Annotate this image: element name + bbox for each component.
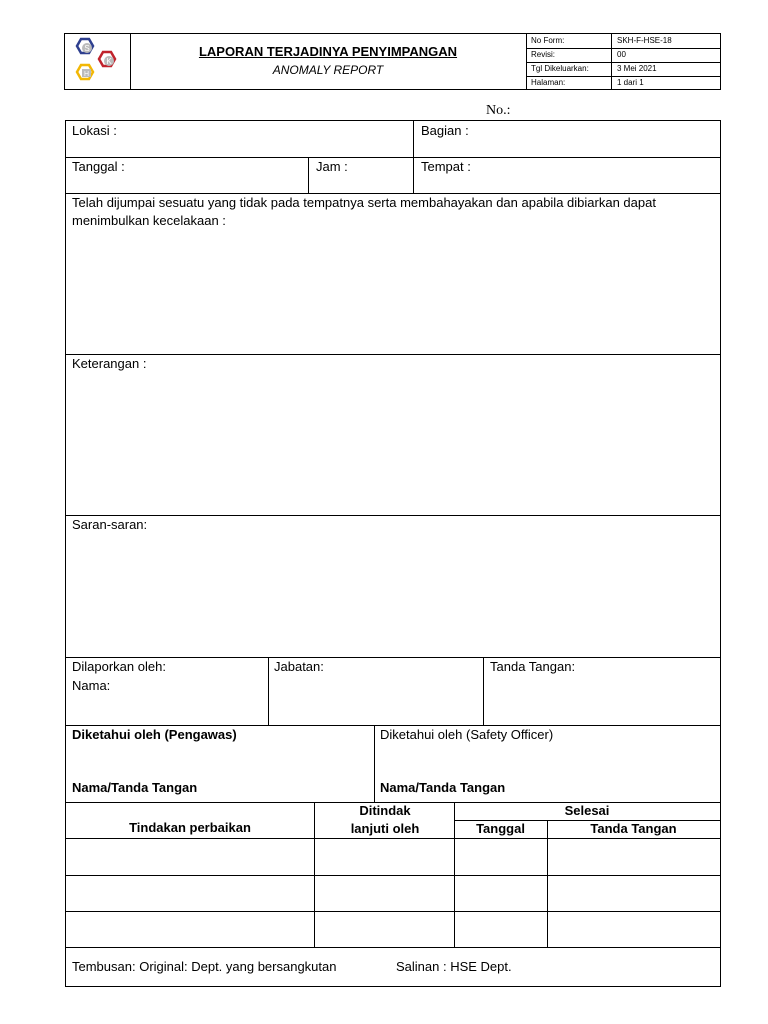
meta-value: 1 dari 1 [617, 78, 644, 87]
col-tindakan-perbaikan: Tindakan perbaikan [129, 820, 251, 835]
diketahui-safety-label: Diketahui oleh (Safety Officer) [380, 727, 554, 742]
tembusan-text: Tembusan: Original: Dept. yang bersangkutan [72, 959, 337, 974]
meta-value: SKH-F-HSE-18 [617, 36, 672, 45]
finding-text-line-1: Telah dijumpai sesuatu yang tidak pada tempatnya serta membahayakan dan apabila dibiarkan dapat [72, 195, 656, 210]
diketahui-pengawas-label: Diketahui oleh (Pengawas) [72, 727, 237, 742]
form-meta-table [526, 34, 720, 89]
lokasi-label: Lokasi : [72, 123, 117, 138]
jabatan-label: Jabatan: [274, 659, 324, 674]
company-logo [65, 34, 130, 89]
anomaly-form [65, 120, 721, 987]
dilaporkan-label: Dilaporkan oleh: [72, 659, 166, 674]
meta-row [526, 34, 720, 49]
tempat-label: Tempat : [421, 159, 471, 174]
tanda-tangan-label: Tanda Tangan: [490, 659, 576, 674]
meta-label: No Form: [531, 36, 565, 45]
col-selesai: Selesai [564, 803, 610, 818]
nama-tanda-tangan-safety: Nama/Tanda Tangan [380, 780, 506, 795]
jam-label: Jam : [316, 159, 348, 174]
meta-row [526, 62, 720, 77]
report-number-label: No.: [486, 103, 511, 118]
finding-text-line-2: menimbulkan kecelakaan : [72, 213, 226, 228]
col-ditindak-lanjuti: Ditindak lanjuti oleh [350, 803, 420, 836]
nama-label: Nama: [72, 678, 111, 693]
title-cell [130, 34, 527, 89]
nama-tanda-tangan-pengawas: Nama/Tanda Tangan [72, 780, 198, 795]
form-header [64, 33, 721, 90]
meta-row [526, 48, 720, 63]
col-tanda-tangan: Tanda Tangan [590, 821, 677, 836]
form-subtitle: ANOMALY REPORT [272, 63, 384, 77]
meta-value: 3 Mei 2021 [617, 64, 657, 73]
form-title: LAPORAN TERJADINYA PENYIMPANGAN [198, 44, 458, 59]
col-tanggal: Tanggal [476, 821, 525, 836]
meta-label: Halaman: [531, 78, 566, 87]
salinan-text: Salinan : HSE Dept. [396, 959, 512, 974]
tanggal-label: Tanggal : [72, 159, 125, 174]
logo-letter-k: K [106, 57, 112, 66]
meta-value: 00 [617, 50, 626, 59]
meta-label: Revisi: [531, 50, 556, 59]
saran-label: Saran-saran: [72, 517, 148, 532]
logo-cell [65, 34, 131, 89]
bagian-label: Bagian : [421, 123, 469, 138]
logo-letter-h: H [83, 71, 90, 78]
meta-label: Tgl Dikeluarkan: [531, 64, 589, 73]
meta-row [526, 76, 720, 90]
logo-letter-s: S [84, 44, 90, 53]
keterangan-label: Keterangan : [72, 356, 147, 371]
